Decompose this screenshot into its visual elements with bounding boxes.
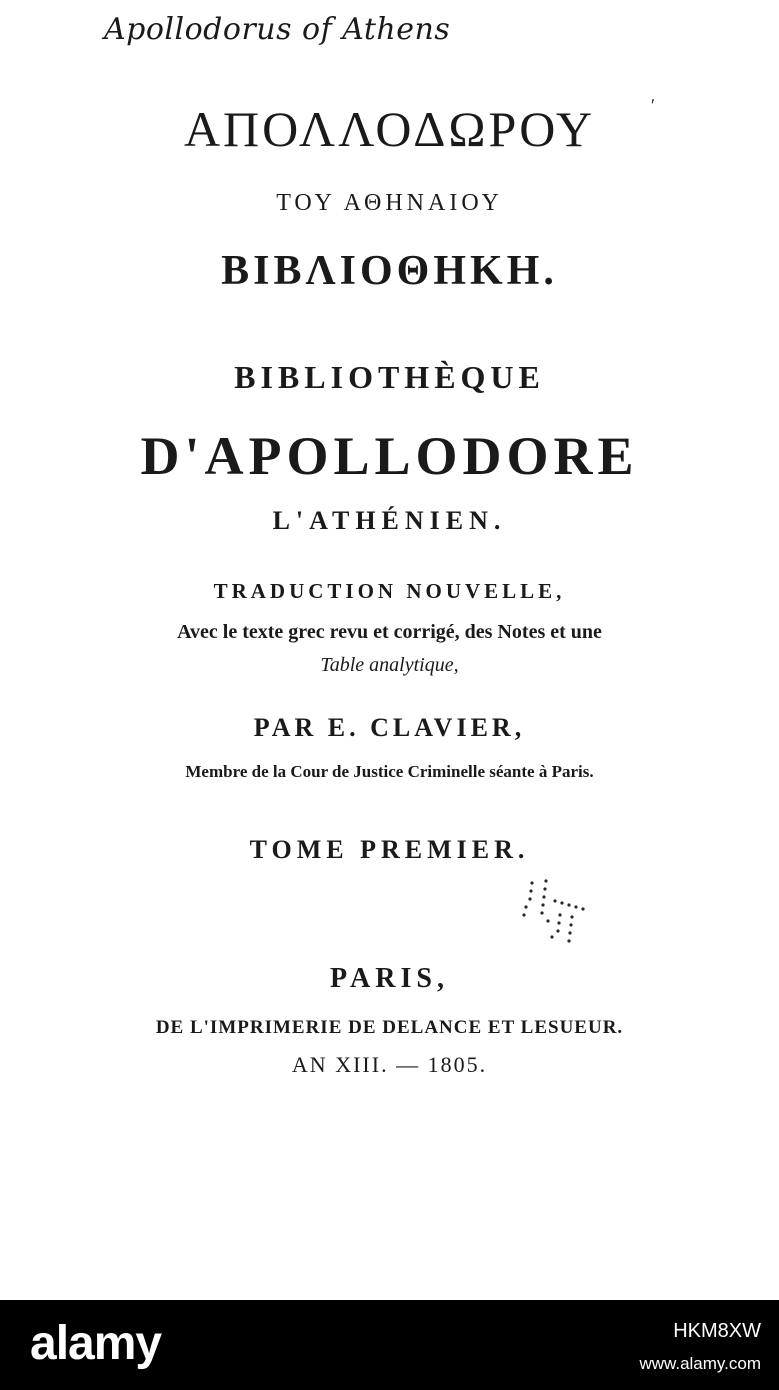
image-code: HKM8XW (673, 1320, 761, 1342)
watermark-banner (0, 1300, 779, 1390)
traduction-line: TRADUCTION NOUVELLE, (213, 579, 566, 603)
imprint-printer: DE L'IMPRIMERIE DE DELANCE ET LESUEUR. (155, 1017, 624, 1038)
french-title-athenien: L'ATHÉNIEN. (272, 506, 507, 535)
author-line: PAR E. CLAVIER, (253, 713, 526, 742)
greek-subtitle: ΤΟΥ ΑΘΗΝΑΙΟΥ (276, 190, 503, 216)
perforated-stamp-icon (520, 877, 586, 947)
greek-bibliotheke: ΒΙΒΛΙΟΘΗΚΗ. (221, 248, 558, 294)
greek-title: ΑΠΟΛΛΟΔΩΡΟΥ (183, 101, 596, 157)
alamy-logo: alamy (30, 1317, 162, 1370)
author-affiliation: Membre de la Cour de Justice Criminelle séante à Paris. (185, 762, 594, 781)
volume-line: TOME PREMIER. (249, 835, 530, 864)
imprint-date: AN XIII. — 1805. (291, 1052, 488, 1077)
avec-line: Avec le texte grec revu et corrigé, des Notes et une (177, 621, 602, 643)
handwritten-note: Apollodorus of Athens (104, 12, 451, 47)
french-title-bibliotheque: BIBLIOTHÈQUE (234, 359, 545, 395)
table-analytique-line: Table analytique, (320, 654, 459, 676)
site-url: www.alamy.com (639, 1354, 761, 1373)
french-title-apollodore: D'APOLLODORE (140, 426, 639, 486)
print-mark: ʹ (651, 95, 655, 115)
imprint-city: PARIS, (330, 963, 449, 994)
